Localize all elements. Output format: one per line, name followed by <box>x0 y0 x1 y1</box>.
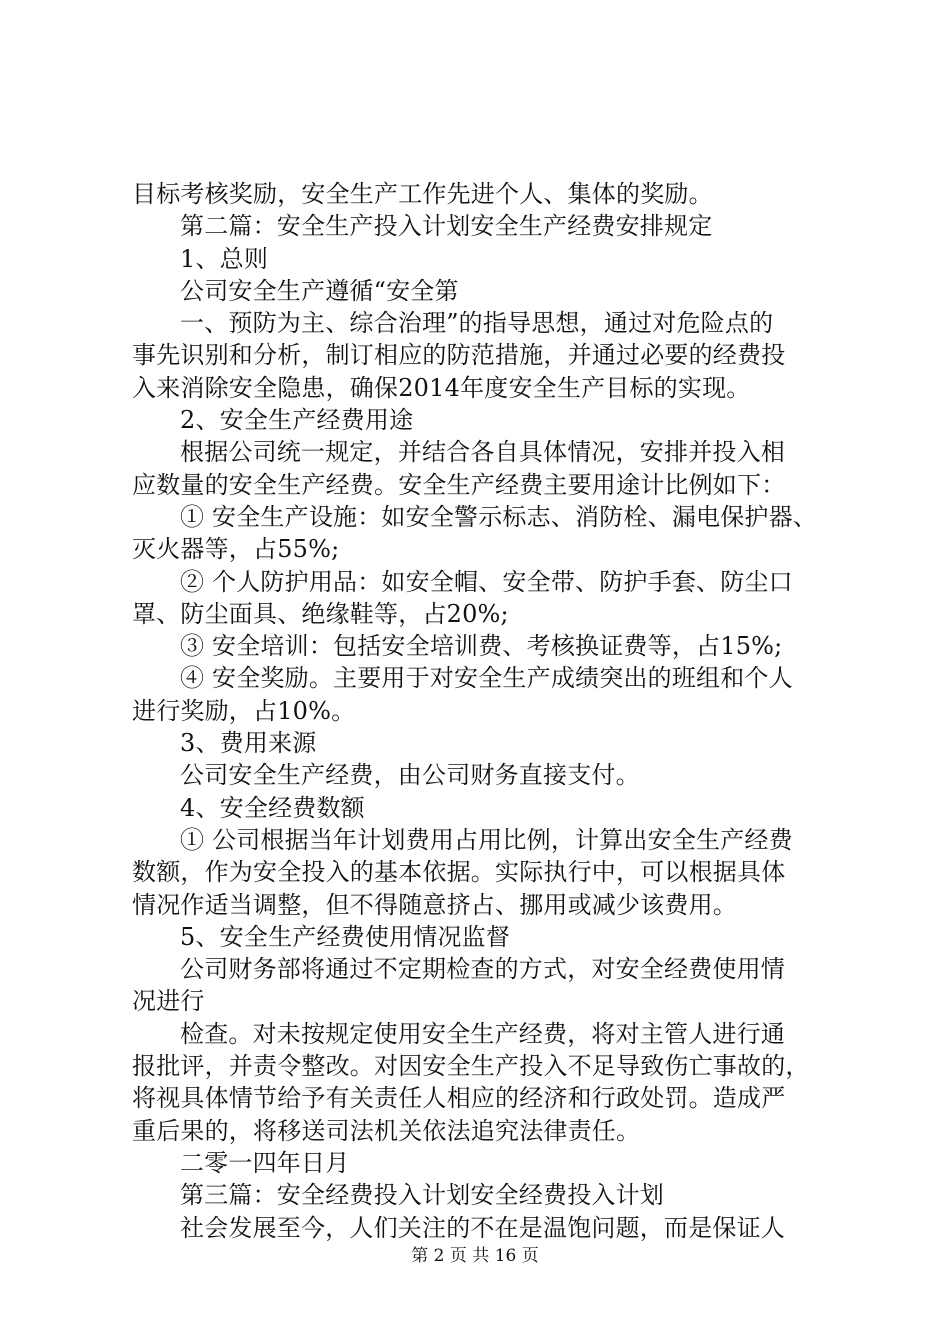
text-line: 灭火器等，占55%; <box>132 535 340 564</box>
text-line: 情况作适当调整，但不得随意挤占、挪用或减少该费用。 <box>132 890 737 919</box>
text-line: 公司安全生产遵循“安全第 <box>180 276 459 305</box>
text-line: 一、预防为主、综合治理”的指导思想，通过对危险点的 <box>180 309 774 338</box>
section-heading: 第三篇：安全经费投入计划安全经费投入计划 <box>180 1181 664 1210</box>
list-item: ③ 安全培训：包括安全培训费、考核换证费等，占15%; <box>180 632 783 661</box>
subsection-heading: 5、安全生产经费使用情况监督 <box>180 922 511 951</box>
text-line: 入来消除安全隐患，确保2014年度安全生产目标的实现。 <box>132 373 751 402</box>
text-line: 公司安全生产经费，由公司财务直接支付。 <box>180 761 640 790</box>
text-line: 报批评，并责令整改。对因安全生产投入不足导致伤亡事故的， <box>132 1052 810 1081</box>
text-line: 数额，作为安全投入的基本依据。实际执行中，可以根据具体 <box>132 858 786 887</box>
list-item: ① 安全生产设施：如安全警示标志、消防栓、漏电保护器、 <box>180 502 818 531</box>
list-item: ② 个人防护用品：如安全帽、安全带、防护手套、防尘口 <box>180 567 793 596</box>
subsection-heading: 4、安全经费数额 <box>180 793 365 822</box>
text-line: 公司财务部将通过不定期检查的方式，对安全经费使用情 <box>180 955 785 984</box>
text-line: 罩、防尘面具、绝缘鞋等，占20%; <box>132 599 509 628</box>
text-line: 社会发展至今，人们关注的不在是温饱问题，而是保证人 <box>180 1213 785 1242</box>
page-number-footer: 第 2 页 共 16 页 <box>411 1246 539 1266</box>
list-item: ④ 安全奖励。主要用于对安全生产成绩突出的班组和个人 <box>180 664 793 693</box>
date-line: 二零一四年日月 <box>180 1148 350 1177</box>
text-line: 检查。对未按规定使用安全生产经费，将对主管人进行通 <box>180 1019 785 1048</box>
text-line: 应数量的安全生产经费。安全生产经费主要用途计比例如下： <box>132 470 786 499</box>
section-heading: 第二篇：安全生产投入计划安全生产经费安排规定 <box>180 212 713 241</box>
text-line: 进行奖励，占10%。 <box>132 696 356 725</box>
text-line: 根据公司统一规定，并结合各自具体情况，安排并投入相 <box>180 438 785 467</box>
text-line: 事先识别和分析，制订相应的防范措施，并通过必要的经费投 <box>132 341 786 370</box>
subsection-heading: 1、总则 <box>180 244 269 273</box>
text-line: 将视具体情节给予有关责任人相应的经济和行政处罚。造成严 <box>132 1084 786 1113</box>
document-body <box>132 178 842 1244</box>
text-line: 况进行 <box>132 987 205 1016</box>
subsection-heading: 3、费用来源 <box>180 729 317 758</box>
text-line: 目标考核奖励，安全生产工作先进个人、集体的奖励。 <box>132 180 713 208</box>
text-line: 重后果的，将移送司法机关依法追究法律责任。 <box>132 1116 641 1145</box>
list-item: ① 公司根据当年计划费用占用比例，计算出安全生产经费 <box>180 825 793 854</box>
subsection-heading: 2、安全生产经费用途 <box>180 406 414 435</box>
